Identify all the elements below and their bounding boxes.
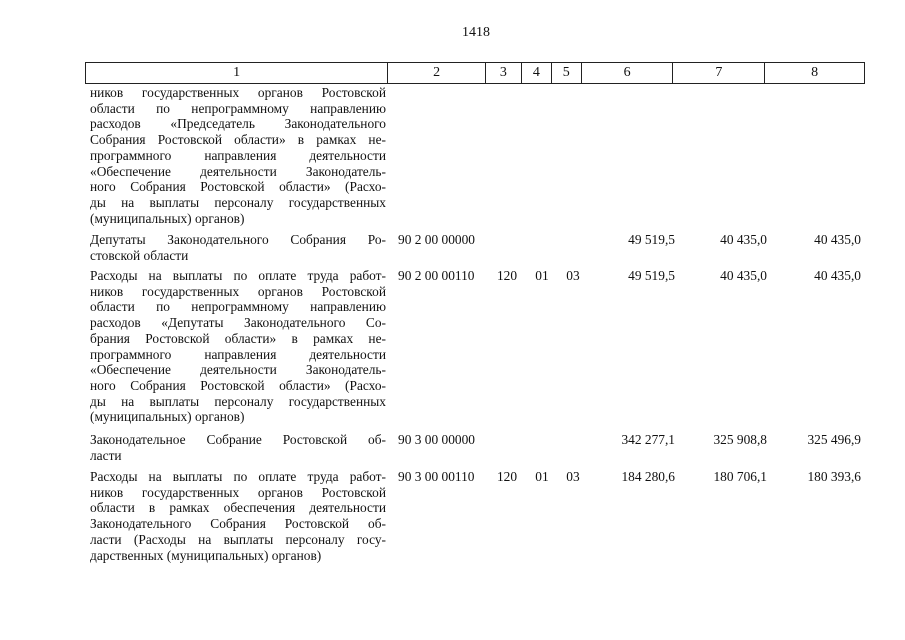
amount-column-7: 40 435,0 [720, 232, 767, 247]
column-header-8: 8 [811, 65, 819, 80]
description-line: области по непрограммному направлению [90, 100, 386, 116]
description-line: ды на выплаты персоналу государственных [90, 194, 386, 210]
amount-column-7: 180 706,1 [713, 469, 767, 484]
column-header-7: 7 [673, 63, 765, 83]
description-line: ласти [90, 447, 122, 463]
row-description [90, 85, 386, 226]
amount-column-7: 40 435,0 [720, 268, 767, 283]
description-line: ников государственных органов Ростовской [90, 283, 386, 299]
description-line: Законодательное Собрание Ростовской об- [90, 432, 386, 447]
expense-type: 120 [496, 268, 518, 283]
description-line: Расходы на выплаты по оплате труда работ- [90, 469, 386, 484]
amount-column-6: 49 519,5 [628, 268, 675, 283]
section-code: 01 [535, 268, 549, 283]
amount-column-7: 325 908,8 [713, 432, 767, 447]
description-line: ников государственных органов Ростовской [90, 484, 386, 500]
description-line: ласти (Расходы на выплаты персоналу госу- [90, 531, 386, 547]
subsection-code: 03 [566, 268, 580, 283]
row-description [90, 469, 386, 563]
row-description [90, 232, 386, 263]
target-article-code: 90 3 00 00000 [398, 432, 475, 447]
description-line: области в рамках обеспечения деятельности [90, 500, 386, 516]
row-description [90, 268, 386, 425]
description-line: расходов «Председатель Законодательного [90, 116, 386, 132]
amount-column-8: 40 435,0 [814, 268, 861, 283]
target-article-code: 90 3 00 00110 [398, 469, 475, 484]
amount-column-8: 40 435,0 [814, 232, 861, 247]
description-line: программного направления деятельности [90, 346, 386, 362]
page-number: 1418 [462, 25, 490, 40]
table-header [85, 62, 865, 84]
amount-column-8: 325 496,9 [807, 432, 861, 447]
section-code: 01 [535, 469, 549, 484]
description-line: дарственных (муниципальных) органов) [90, 547, 322, 563]
amount-column-6: 49 519,5 [628, 232, 675, 247]
description-line: «Обеспечение деятельности Законодатель- [90, 362, 386, 378]
amount-column-8: 180 393,6 [807, 469, 861, 484]
description-line: ного Собрания Ростовской области» (Расхо- [90, 377, 386, 393]
row-description [90, 432, 386, 463]
description-line: Собрания Ростовской области» в рамках не- [90, 132, 386, 148]
description-line: расходов «Депутаты Законодательного Со- [90, 315, 386, 331]
description-line: ников государственных органов Ростовской [90, 85, 386, 100]
column-header-6: 6 [582, 63, 674, 83]
amount-column-6: 184 280,6 [621, 469, 675, 484]
description-line: Расходы на выплаты по оплате труда работ- [90, 268, 386, 283]
description-line: (муниципальных) органов) [90, 210, 245, 226]
column-header-2: 2 [388, 63, 486, 83]
description-line: Законодательного Собрания Ростовской об- [90, 516, 386, 532]
description-line: брания Ростовской области» в рамках не- [90, 330, 386, 346]
description-line: программного направления деятельности [90, 147, 386, 163]
description-line: Депутаты Законодательного Собрания Ро- [90, 232, 386, 247]
description-line: (муниципальных) органов) [90, 409, 245, 425]
subsection-code: 03 [566, 469, 580, 484]
description-line: области по непрограммному направлению [90, 299, 386, 315]
column-header-4: 4 [522, 63, 552, 83]
expense-type: 120 [496, 469, 518, 484]
description-line: ного Собрания Ростовской области» (Расхо- [90, 179, 386, 195]
column-header-3: 3 [486, 63, 522, 83]
description-line: стовской области [90, 247, 189, 263]
target-article-code: 90 2 00 00000 [398, 232, 475, 247]
description-line: «Обеспечение деятельности Законодатель- [90, 163, 386, 179]
description-line: ды на выплаты персоналу государственных [90, 393, 386, 409]
target-article-code: 90 2 00 00110 [398, 268, 475, 283]
amount-column-6: 342 277,1 [621, 432, 675, 447]
column-header-1: 1 [86, 63, 388, 83]
column-header-5: 5 [552, 63, 582, 83]
